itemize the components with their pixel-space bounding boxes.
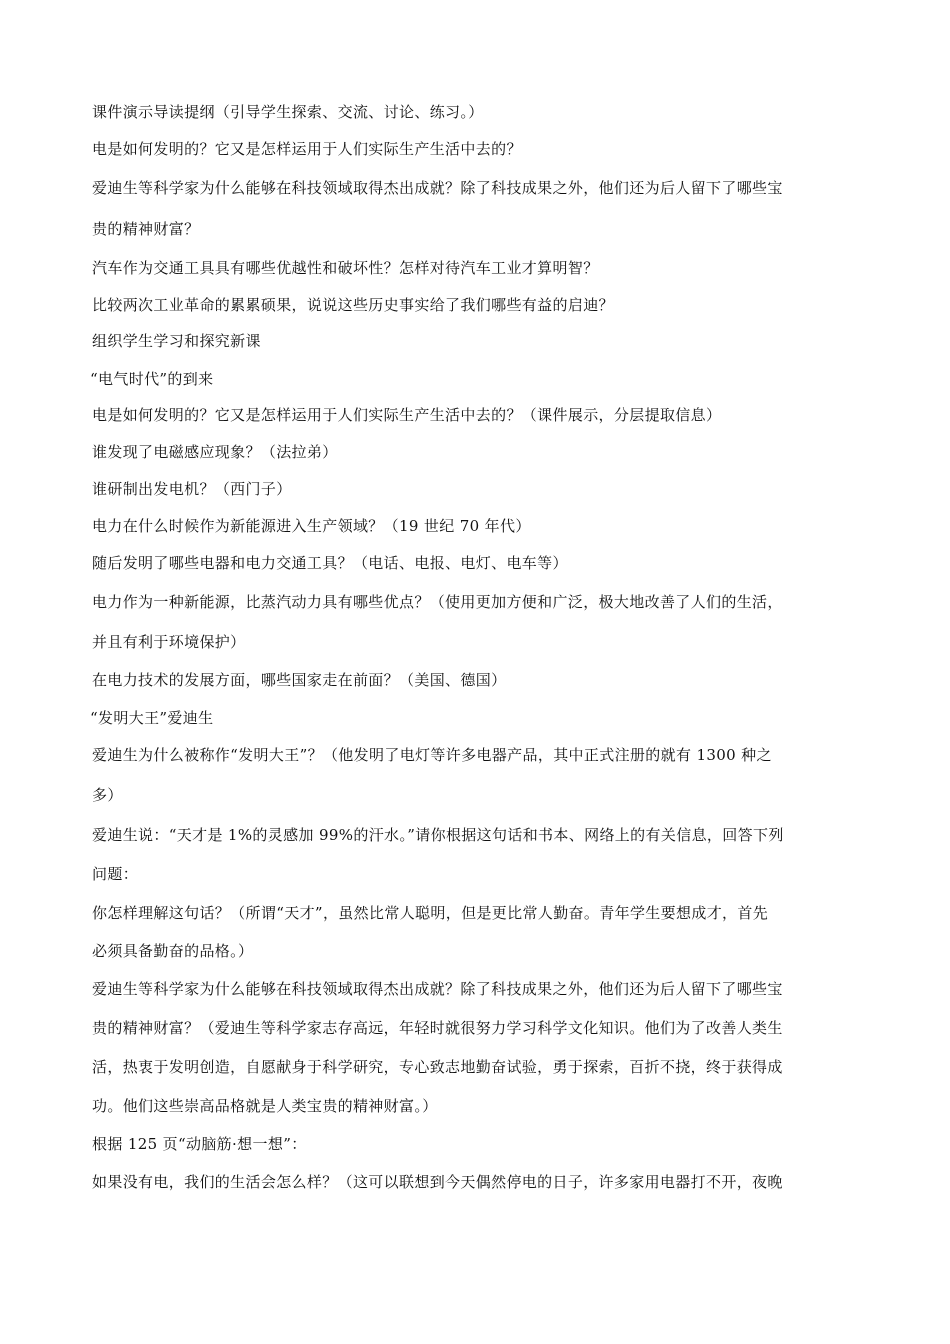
section-heading-2: “电气时代”的到来	[90, 370, 214, 388]
text-line-12: 电力在什么时候作为新能源进入生产领域？（19 世纪 70 年代）	[92, 517, 531, 535]
text-line-14: 电力作为一种新能源，比蒸汽动力具有哪些优点？（使用更加方便和广泛，极大地改善了人们的生活，	[92, 593, 783, 611]
text-line-11: 谁研制出发电机？（西门子）	[92, 480, 292, 498]
text-line-9: 电是如何发明的？它又是怎样运用于人们实际生产生活中去的？（课件展示，分层提取信息）	[92, 406, 722, 424]
text-line-18: 爱迪生为什么被称作“发明大王”？（他发明了电灯等许多电器产品，其中正式注册的就有 1300 种之	[92, 746, 772, 764]
text-line-27: 功。他们这些崇高品格就是人类宝贵的精神财富。）	[92, 1097, 438, 1115]
text-line-15: 并且有利于环境保护）	[92, 633, 246, 651]
text-line-26: 活，热衷于发明创造，自愿献身于科学研究，专心致志地勤奋试验，勇于探索，百折不挠，终于获得成	[92, 1058, 783, 1076]
text-line-3: 爱迪生等科学家为什么能够在科技领域取得杰出成就？除了科技成果之外，他们还为后人留下了哪些宝	[92, 179, 783, 197]
text-line-2: 电是如何发明的？它又是怎样运用于人们实际生产生活中去的？	[92, 140, 522, 158]
text-line-4: 贵的精神财富？	[92, 220, 200, 238]
text-line-28: 根据 125 页“动脑筋·想一想”：	[92, 1135, 307, 1153]
text-line-29: 如果没有电，我们的生活会怎么样？（这可以联想到今天偶然停电的日子，许多家用电器打不开，夜晚	[92, 1173, 783, 1191]
text-line-21: 问题：	[92, 865, 139, 883]
section-heading-1: 组织学生学习和探究新课	[92, 332, 261, 350]
text-line-19: 多）	[92, 786, 123, 804]
text-line-25: 贵的精神财富？（爱迪生等科学家志存高远，年轻时就很努力学习科学文化知识。他们为了改善人类生	[92, 1019, 783, 1037]
text-line-5: 汽车作为交通工具具有哪些优越性和破坏性？怎样对待汽车工业才算明智？	[92, 259, 599, 277]
text-line-24: 爱迪生等科学家为什么能够在科技领域取得杰出成就？除了科技成果之外，他们还为后人留下了哪些宝	[92, 980, 783, 998]
text-line-16: 在电力技术的发展方面，哪些国家走在前面？（美国、德国）	[92, 671, 507, 689]
text-line-13: 随后发明了哪些电器和电力交通工具？（电话、电报、电灯、电车等）	[92, 554, 568, 572]
section-heading-3: “发明大王”爱迪生	[90, 709, 214, 727]
text-line-6: 比较两次工业革命的累累硕果，说说这些历史事实给了我们哪些有益的启迪？	[92, 296, 614, 314]
text-line-22: 你怎样理解这句话？（所谓“天才”，虽然比常人聪明，但是更比常人勤奋。青年学生要想成才，首先	[92, 904, 769, 922]
text-line-10: 谁发现了电磁感应现象？（法拉弟）	[92, 443, 338, 461]
text-line-23: 必须具备勤奋的品格。）	[92, 942, 254, 960]
text-line-1: 课件演示导读提纲（引导学生探索、交流、讨论、练习。）	[92, 103, 484, 121]
text-line-20: 爱迪生说：“天才是 1%的灵感加 99%的汗水。”请你根据这句话和书本、网络上的有关信息，回答下列	[92, 826, 784, 844]
